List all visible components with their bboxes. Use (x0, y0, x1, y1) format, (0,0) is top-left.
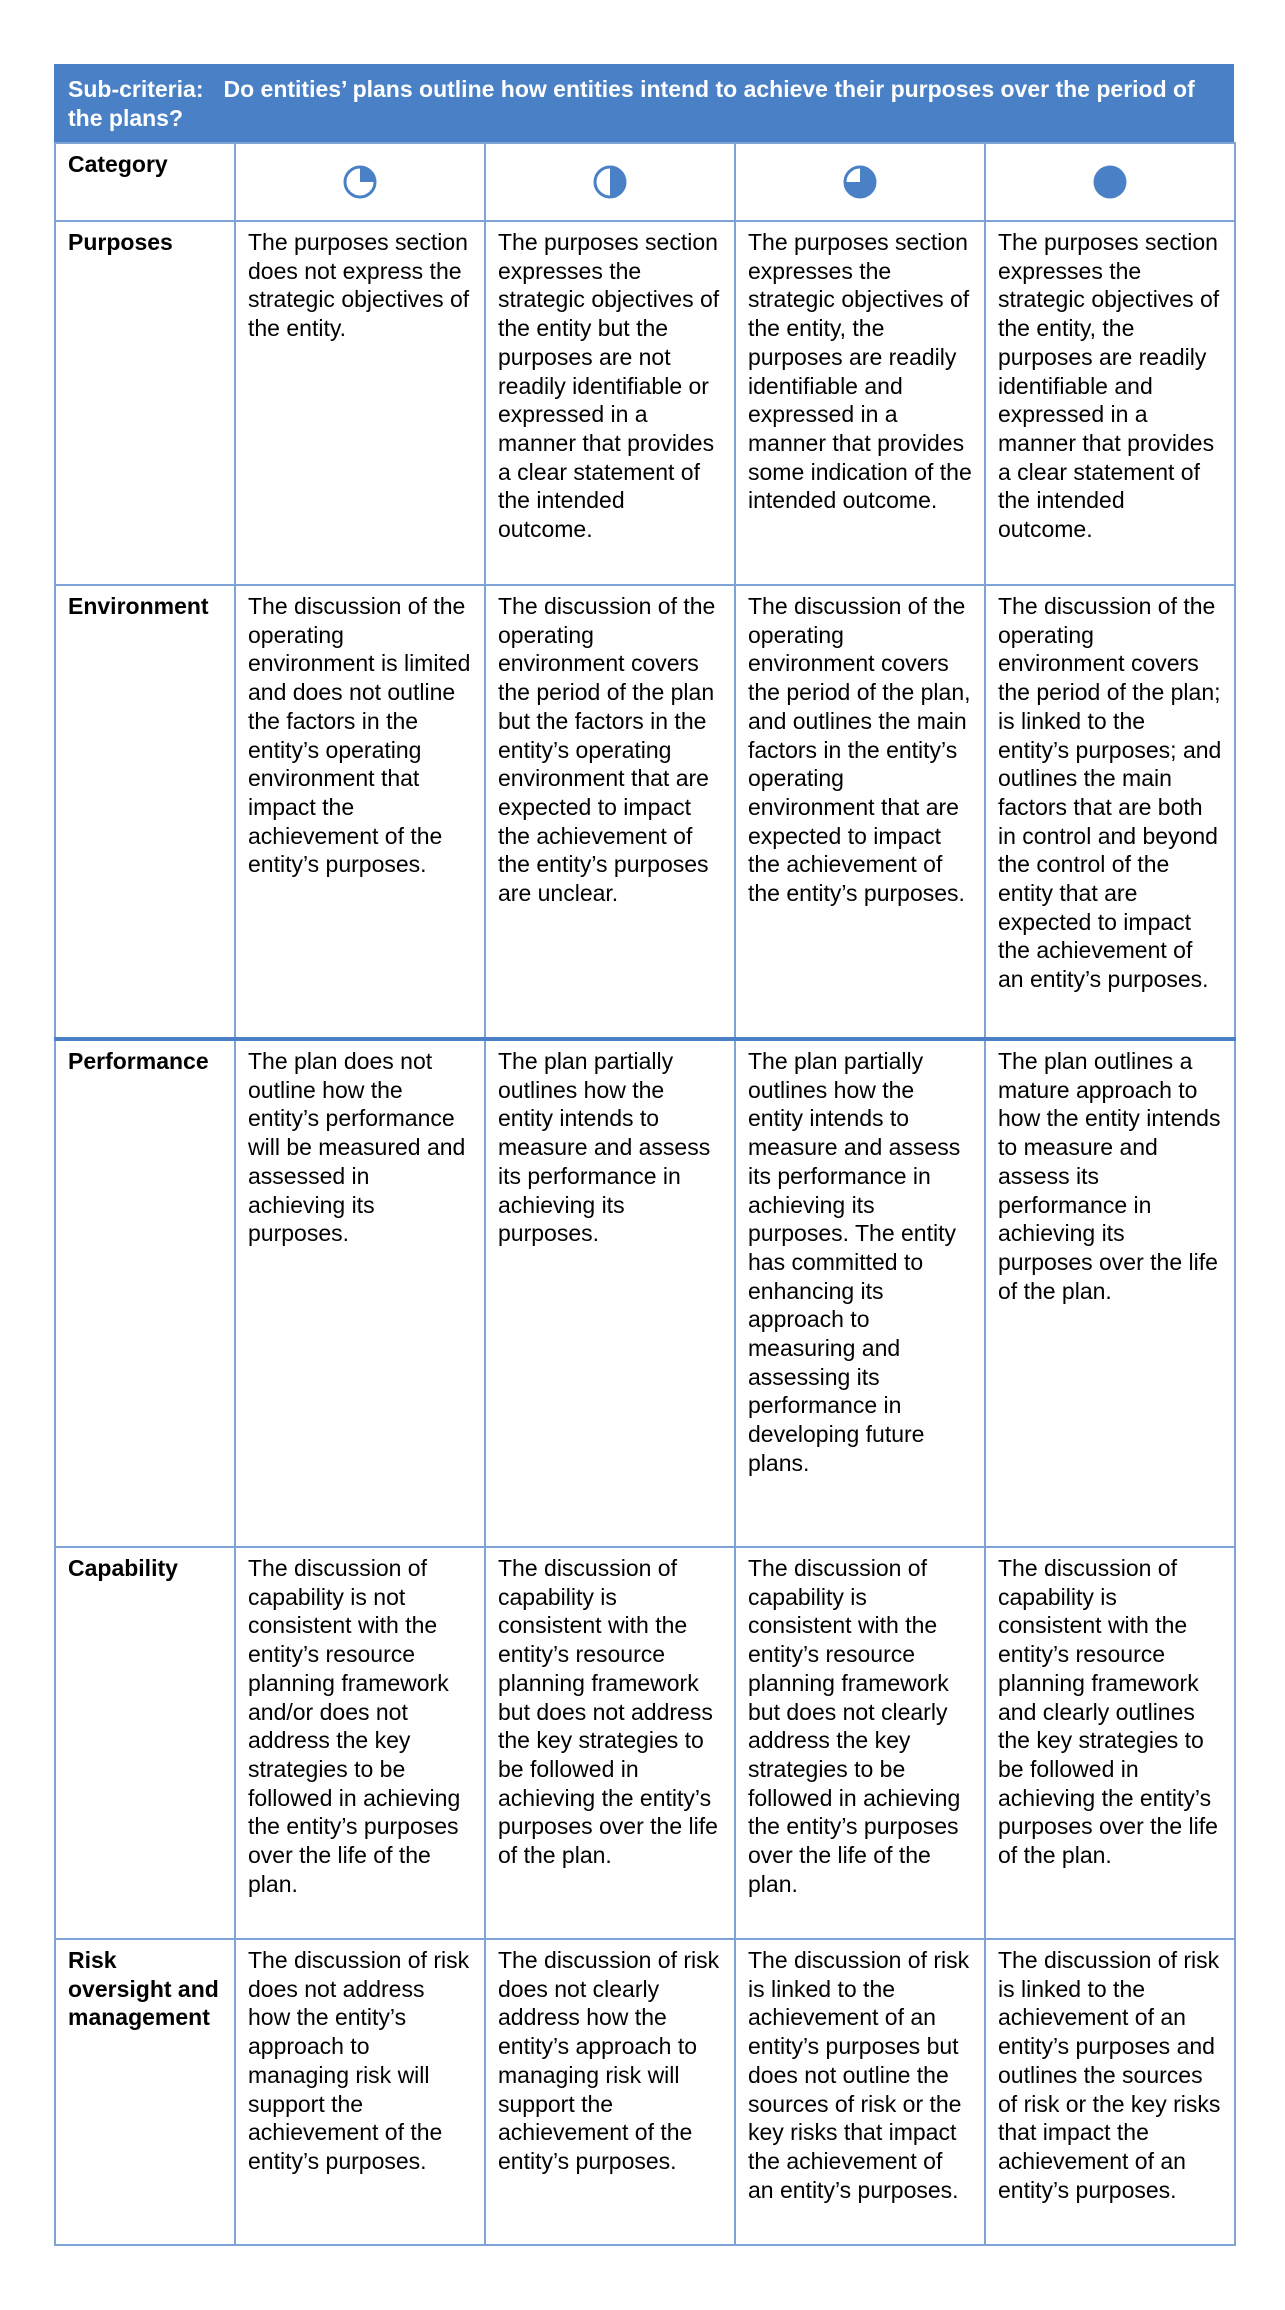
category-cell: Performance (55, 1039, 235, 1547)
criteria-cell: The discussion of the operating environment covers the period of the plan, and outlines the main factors in the entity’s operating environment that are expected to impact the achievement of the entity’s purposes. (735, 585, 985, 1039)
criteria-cell: The discussion of risk is linked to the achievement of an entity’s purposes but does not outline the sources of risk or the key risks that impact the achievement of an entity’s purposes. (735, 1939, 985, 2245)
criteria-cell: The purposes section expresses the strategic objectives of the entity, the purposes are readily identifiable and expressed in a manner that provides a clear statement of the intended outcome. (985, 221, 1235, 585)
rating-column-4 (985, 143, 1235, 221)
full-filled-circle-icon (1092, 164, 1128, 200)
sub-criteria-question: Do entities’ plans outline how entities intend to achieve their purposes over the period of the plans? (68, 76, 1195, 131)
criteria-cell: The plan outlines a mature approach to how the entity intends to measure and assess its performance in achieving its purposes over the life of the plan. (985, 1039, 1235, 1547)
criteria-cell: The purposes section expresses the strategic objectives of the entity but the purposes are not readily identifiable or expressed in a manner that provides a clear statement of the intended outcome. (485, 221, 735, 585)
rubric-sheet (54, 64, 1234, 2244)
criteria-cell: The discussion of capability is consistent with the entity’s resource planning framework but does not address the key strategies to be followed in achieving the entity’s purposes over the life of the plan. (485, 1547, 735, 1939)
category-cell: Risk oversight and management (55, 1939, 235, 2245)
sub-criteria-header (54, 64, 1234, 142)
rating-column-3 (735, 143, 985, 221)
half-filled-circle-icon (592, 164, 628, 200)
criteria-cell: The discussion of capability is not consistent with the entity’s resource planning framework and/or does not address the key strategies to be followed in achieving the entity’s purposes over the life of the plan. (235, 1547, 485, 1939)
criteria-cell: The discussion of risk does not address how the entity’s approach to managing risk will support the achievement of the entity’s purposes. (235, 1939, 485, 2245)
category-cell: Purposes (55, 221, 235, 585)
rating-column-2 (485, 143, 735, 221)
three-quarter-filled-circle-icon (842, 164, 878, 200)
criteria-cell: The discussion of capability is consistent with the entity’s resource planning framework and clearly outlines the key strategies to be followed in achieving the entity’s purposes over the life of the plan. (985, 1547, 1235, 1939)
table-row (55, 585, 1235, 1039)
criteria-cell: The plan partially outlines how the entity intends to measure and assess its performance in achieving its purposes. (485, 1039, 735, 1547)
criteria-cell: The plan partially outlines how the entity intends to measure and assess its performance in achieving its purposes. The entity has committed to enhancing its approach to measuring and assessing its performance in developing future plans. (735, 1039, 985, 1547)
criteria-cell: The plan does not outline how the entity’s performance will be measured and assessed in achieving its purposes. (235, 1039, 485, 1547)
sub-criteria-label: Sub-criteria: (68, 76, 204, 102)
rubric-table (54, 142, 1236, 2246)
category-cell: Capability (55, 1547, 235, 1939)
table-row (55, 1939, 1235, 2245)
criteria-cell: The purposes section expresses the strategic objectives of the entity, the purposes are readily identifiable and expressed in a manner that provides some indication of the intended outcome. (735, 221, 985, 585)
category-cell: Environment (55, 585, 235, 1039)
quarter-filled-circle-icon (342, 164, 378, 200)
category-column-header: Category (55, 143, 235, 221)
criteria-cell: The discussion of risk does not clearly address how the entity’s approach to managing risk will support the achievement of the entity’s purposes. (485, 1939, 735, 2245)
criteria-cell: The discussion of the operating environment covers the period of the plan; is linked to the entity’s purposes; and outlines the main factors that are both in control and beyond the control of the entity that are expected to impact the achievement of an entity’s purposes. (985, 585, 1235, 1039)
criteria-cell: The purposes section does not express the strategic objectives of the entity. (235, 221, 485, 585)
rating-header-row (55, 143, 1235, 221)
criteria-cell: The discussion of risk is linked to the achievement of an entity’s purposes and outlines the sources of risk or the key risks that impact the achievement of an entity’s purposes. (985, 1939, 1235, 2245)
criteria-cell: The discussion of the operating environment is limited and does not outline the factors in the entity’s operating environment that impact the achievement of the entity’s purposes. (235, 585, 485, 1039)
table-row (55, 1039, 1235, 1547)
criteria-cell: The discussion of the operating environment covers the period of the plan but the factors in the entity’s operating environment that are expected to impact the achievement of the entity’s purposes are unclear. (485, 585, 735, 1039)
criteria-cell: The discussion of capability is consistent with the entity’s resource planning framework but does not clearly address the key strategies to be followed in achieving the entity’s purposes over the life of the plan. (735, 1547, 985, 1939)
rating-column-1 (235, 143, 485, 221)
table-row (55, 221, 1235, 585)
table-row (55, 1547, 1235, 1939)
